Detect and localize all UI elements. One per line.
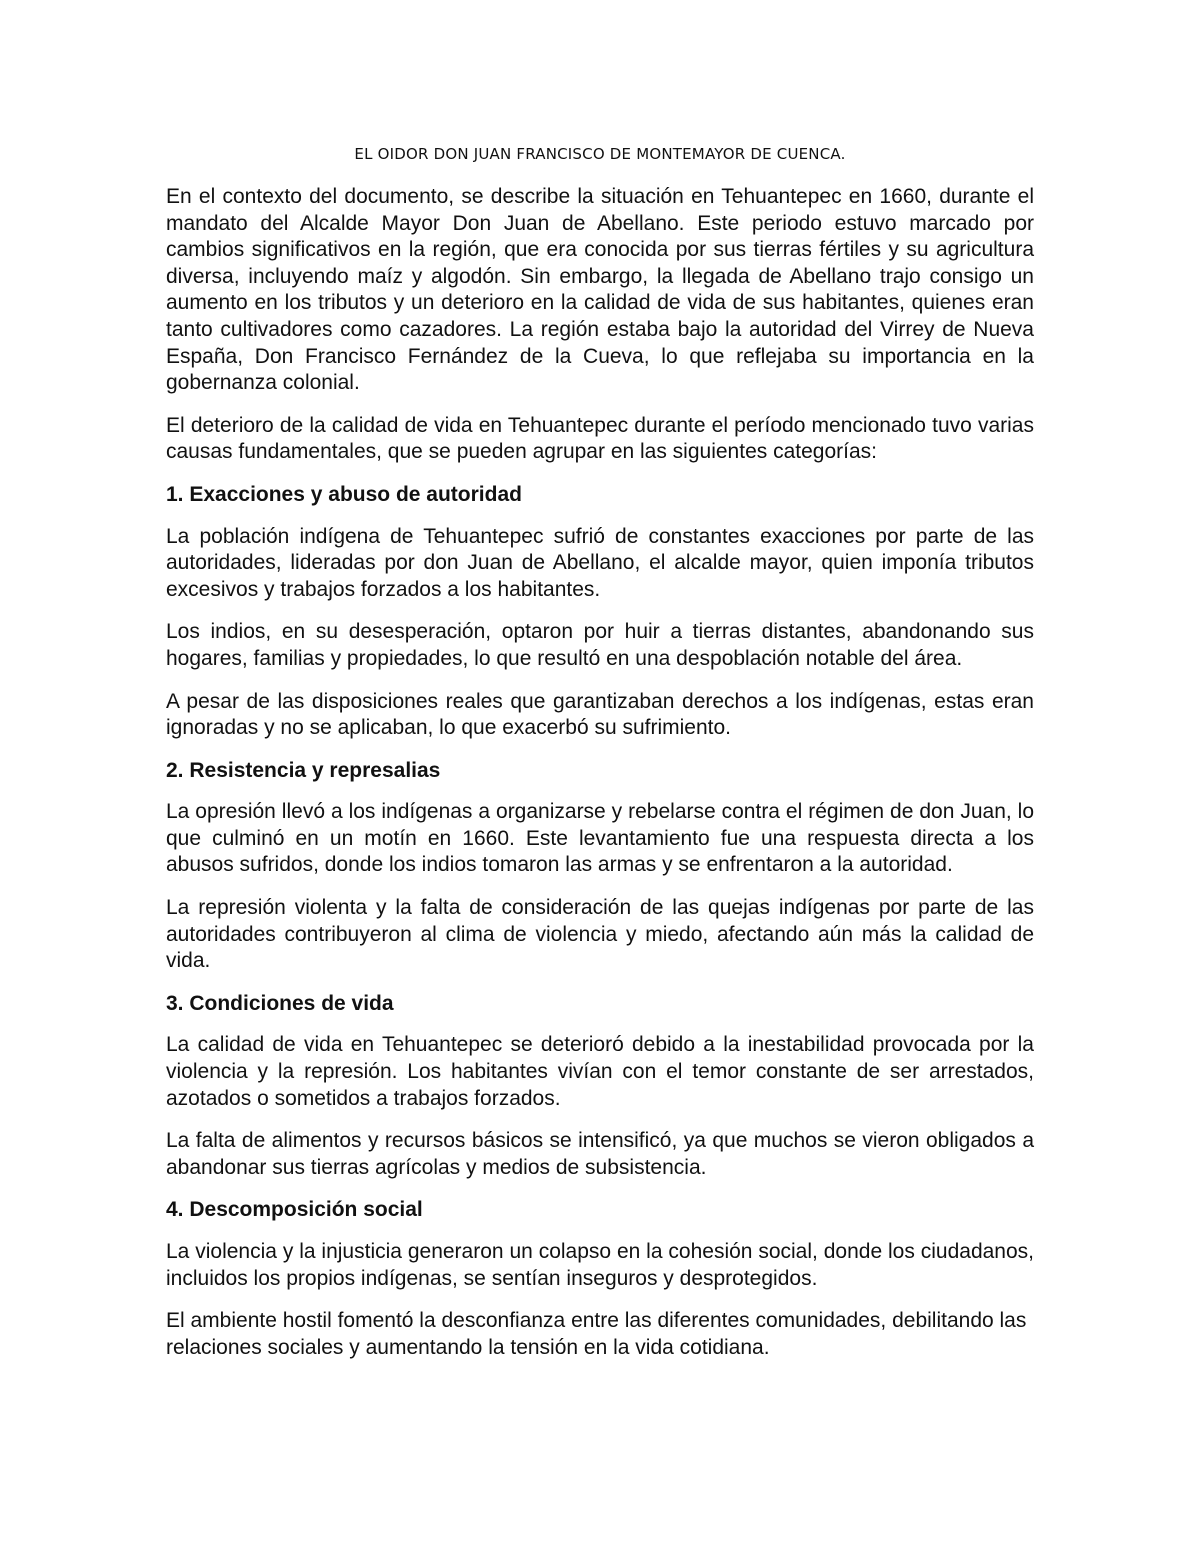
section-paragraph: La calidad de vida en Tehuantepec se deterioró debido a la inestabilidad provocada por la violencia y la represión. Los habitantes vivían con el temor constante de ser arrestados, azotados o sometidos a trabajos forzados.: [166, 1033, 1034, 1110]
section-paragraph: La represión violenta y la falta de consideración de las quejas indígenas por parte de las autoridades contribuyeron al clima de violencia y miedo, afectando aún más la calidad de vida.: [166, 896, 1034, 973]
section-paragraph: La violencia y la injusticia generaron un colapso en la cohesión social, donde los ciudadanos, incluidos los propios indígenas, se sentían inseguros y desprotegidos.: [166, 1240, 1034, 1290]
section-heading: 4. Descomposición social: [166, 1198, 423, 1222]
section-paragraph: La falta de alimentos y recursos básicos se intensificó, ya que muchos se vieron obligados a abandonar sus tierras agrícolas y medios de subsistencia.: [166, 1129, 1034, 1179]
section-paragraph: La opresión llevó a los indígenas a organizarse y rebelarse contra el régimen de don Juan, lo que culminó en un motín en 1660. Este levantamiento fue una respuesta directa a los abusos sufridos, donde los indios tomaron las armas y se enfrentaron a la autoridad.: [166, 800, 1034, 877]
intro-paragraph: En el contexto del documento, se describe la situación en Tehuantepec en 1660, durante el mandato del Alcalde Mayor Don Juan de Abellano. Este periodo estuvo marcado por cambios significativos en la región, que era conocida por sus tierras fértiles y su agricultura diversa, incluyendo maíz y algodón. Sin embargo, la llegada de Abellano trajo consigo un aumento en los tributos y un deterioro en la calidad de vida de sus habitantes, quienes eran tanto cultivadores como cazadores. La región estaba bajo la autoridad del Virrey de Nueva España, Don Francisco Fernández de la Cueva, lo que reflejaba su importancia en la gobernanza colonial.: [166, 185, 1034, 395]
intro-paragraph: El deterioro de la calidad de vida en Tehuantepec durante el período mencionado tuvo varias causas fundamentales, que se pueden agrupar en las siguientes categorías:: [166, 413, 1034, 464]
section-paragraph: El ambiente hostil fomentó la desconfianza entre las diferentes comunidades, debilitando las relaciones sociales y aumentando la tensión en la vida cotidiana.: [166, 1309, 1027, 1359]
section-paragraph: La población indígena de Tehuantepec sufrió de constantes exacciones por parte de las autoridades, lideradas por don Juan de Abellano, el alcalde mayor, quien imponía tributos excesivos y trabajos forzados a los habitantes.: [166, 524, 1034, 601]
section-heading: 1. Exacciones y abuso de autoridad: [166, 482, 522, 506]
section-heading: 3. Condiciones de vida: [166, 991, 394, 1015]
document-title: EL OIDOR DON JUAN FRANCISCO DE MONTEMAYOR DE CUENCA.: [354, 145, 846, 163]
document-body: [166, 184, 1034, 1377]
section-paragraph: Los indios, en su desesperación, optaron por huir a tierras distantes, abandonando sus hogares, familias y propiedades, lo que resultó en una despoblación notable del área.: [166, 620, 1034, 670]
section-paragraph: A pesar de las disposiciones reales que garantizaban derechos a los indígenas, estas eran ignoradas y no se aplicaban, lo que exacerbó su sufrimiento.: [166, 689, 1034, 740]
section-heading: 2. Resistencia y represalias: [166, 758, 441, 782]
